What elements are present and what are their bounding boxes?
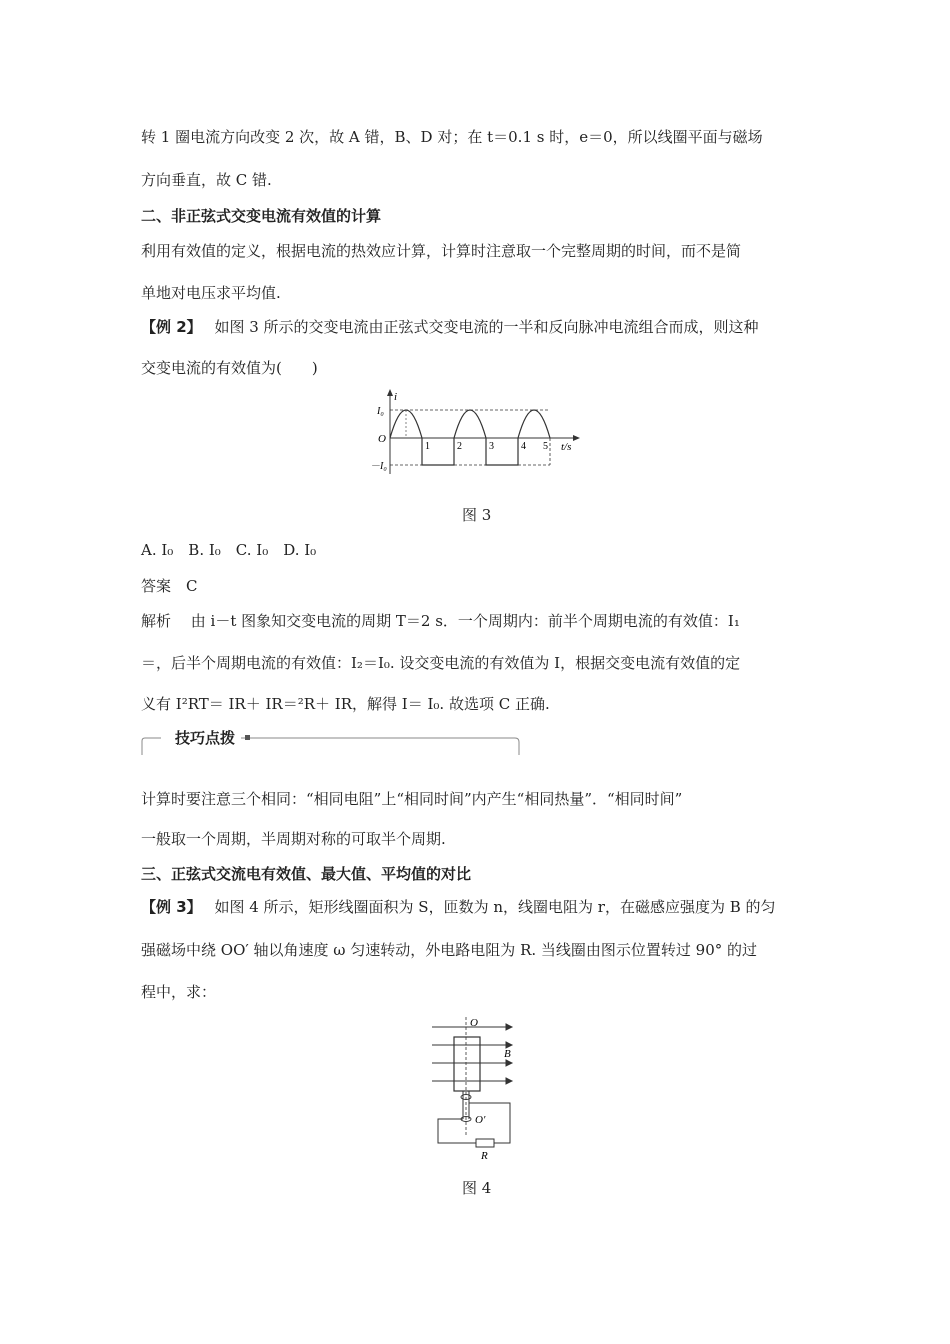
text-line: 转 1 圈电流方向改变 2 次，故 A 错，B、D 对；在 t＝0.1 s 时，e＝0，所以线圈平面与磁场 — [141, 128, 763, 146]
section-heading: 三、正弦式交流电有效值、最大值、平均值的对比 — [141, 865, 472, 883]
text-line: 利用有效值的定义，根据电流的热效应计算，计算时注意取一个完整周期的时间，而不是简 — [141, 242, 742, 260]
x-tick-label: 1 — [425, 441, 430, 452]
example-tag: 【例 3】 — [141, 898, 202, 916]
magnetic-field-lines — [432, 1024, 512, 1084]
y-axis-label: i — [394, 391, 398, 403]
tip-line: 计算时要注意三个相同：“相同电阻”上“相同时间”内产生“相同热量”．“相同时间” — [141, 790, 683, 808]
neg-tick-label: －I₀ — [370, 461, 387, 472]
field-label: B — [504, 1048, 511, 1060]
bottom-axis-label: O′ — [475, 1114, 486, 1126]
example-line — [141, 897, 776, 917]
analysis-line: ＝，后半个周期电流的有效值：I₂＝I₀. 设交变电流的有效值为 I，根据交变电流有效值的定 — [141, 654, 741, 672]
x-tick-label: 4 — [521, 441, 526, 452]
x-tick-label: 2 — [457, 441, 462, 452]
example-text: 如图 3 所示的交变电流由正弦式交变电流的一半和反向脉冲电流组合而成，则这种 — [214, 318, 759, 336]
answer-line: 答案 C — [141, 577, 198, 595]
resistor — [476, 1139, 494, 1147]
text-line: 方向垂直，故 C 错. — [141, 171, 272, 189]
tip-box — [141, 729, 521, 755]
text-line: 程中，求： — [141, 983, 217, 1001]
pos-tick-label: I₀ — [377, 406, 384, 417]
figure-3-current-graph — [368, 388, 588, 488]
example-text: 如图 4 所示，矩形线圈面积为 S，匝数为 n，线圈电阻为 r，在磁感应强度为 B 的匀 — [214, 898, 776, 916]
tip-line: 一般取一个周期，半周期对称的可取半个周期. — [141, 830, 446, 848]
x-tick-label: 3 — [489, 441, 494, 452]
tip-label: 技巧点拨 — [169, 727, 241, 748]
half-sine-3 — [518, 410, 550, 438]
figure-4-coil-diagram — [430, 1015, 530, 1160]
example-tag: 【例 2】 — [141, 318, 202, 336]
analysis-line: 义有 I²RT＝ IR＋ IR＝²R＋ IR，解得 I＝ I₀. 故选项 C 正确. — [141, 695, 550, 713]
analysis-line: 解析 由 i－t 图象知交变电流的周期 T＝2 s．一个周期内：前半个周期电流的有效值：I₁ — [141, 612, 740, 630]
origin-label: O — [378, 433, 386, 445]
section-heading: 二、非正弦式交变电流有效值的计算 — [141, 207, 382, 225]
half-sine-2 — [454, 410, 486, 438]
figure-3-caption: 图 3 — [462, 506, 492, 524]
resistor-label: R — [481, 1150, 488, 1160]
text-line: 单地对电压求平均值. — [141, 284, 281, 302]
text-line: 强磁场中绕 OO′ 轴以角速度 ω 匀速转动，外电路电阻为 R. 当线圈由图示位置转过 90° 的过 — [141, 941, 758, 959]
top-axis-label: O — [470, 1017, 478, 1029]
x-axis-label: t/s — [561, 441, 572, 453]
answer-options: A. I₀ B. I₀ C. I₀ D. I₀ — [141, 541, 317, 559]
example-line — [141, 317, 759, 337]
text-line: 交变电流的有效值为( ) — [141, 359, 318, 377]
figure-4-caption: 图 4 — [462, 1179, 492, 1197]
x-tick-label: 5 — [543, 441, 548, 452]
